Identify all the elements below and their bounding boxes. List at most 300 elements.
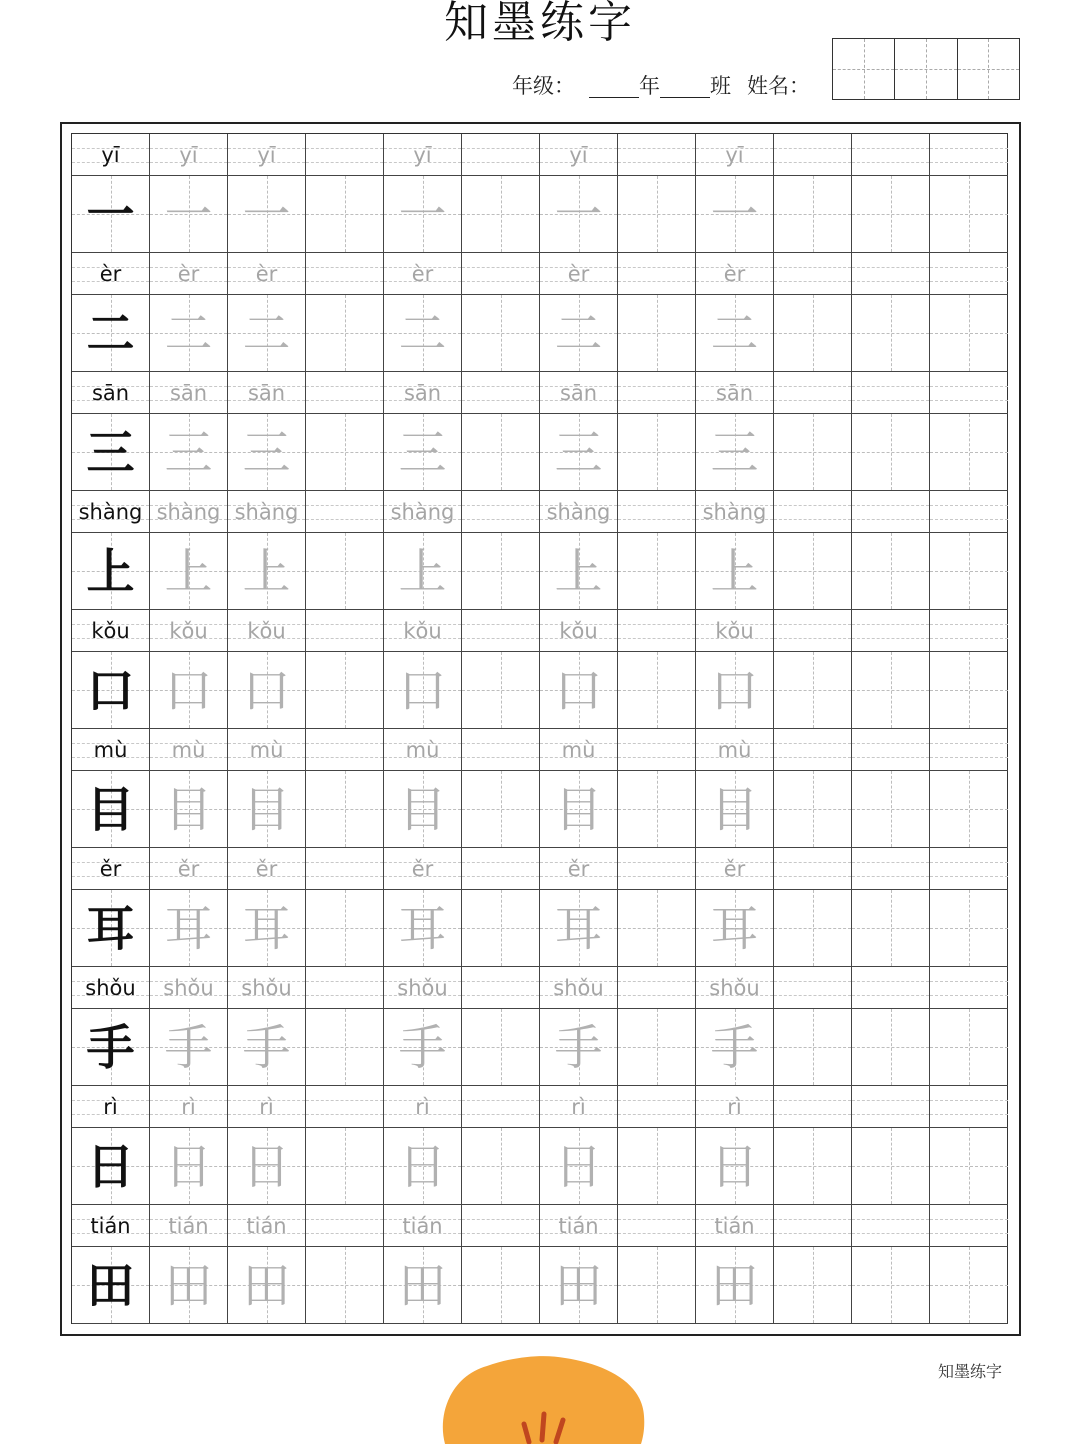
- pinyin-cell[interactable]: [930, 610, 1008, 652]
- tianzige-cell[interactable]: [852, 771, 930, 848]
- tianzige-cell[interactable]: [852, 414, 930, 491]
- pinyin-cell[interactable]: [462, 134, 540, 176]
- tianzige-cell[interactable]: [696, 1128, 774, 1205]
- tianzige-cell[interactable]: [462, 1247, 540, 1324]
- pinyin-cell[interactable]: [852, 253, 930, 295]
- tianzige-cell[interactable]: [540, 1009, 618, 1086]
- tianzige-cell[interactable]: [540, 890, 618, 967]
- tianzige-cell[interactable]: [774, 533, 852, 610]
- pinyin-cell[interactable]: [696, 848, 774, 890]
- hanzi-row: [72, 1247, 1007, 1324]
- pinyin-cell[interactable]: [462, 848, 540, 890]
- tianzige-cell[interactable]: [774, 652, 852, 729]
- pinyin-cell[interactable]: [930, 134, 1008, 176]
- tianzige-cell[interactable]: [540, 295, 618, 372]
- tianzige-cell[interactable]: [930, 295, 1008, 372]
- hanzi-model: 上: [86, 544, 135, 600]
- tianzige-cell[interactable]: [852, 890, 930, 967]
- tianzige-cell[interactable]: [852, 1247, 930, 1324]
- hanzi-trace: 一: [164, 187, 213, 243]
- pinyin-cell[interactable]: [228, 1086, 306, 1128]
- tianzige-cell[interactable]: [462, 890, 540, 967]
- pinyin-cell[interactable]: [384, 967, 462, 1009]
- hanzi-row: [72, 890, 1007, 967]
- pinyin-cell[interactable]: [462, 491, 540, 533]
- hanzi-row: [72, 771, 1007, 848]
- tianzige-cell[interactable]: [384, 176, 462, 253]
- pinyin-cell[interactable]: [384, 848, 462, 890]
- tianzige-cell[interactable]: [306, 652, 384, 729]
- page-title: 知墨练字: [444, 0, 636, 48]
- pinyin-cell[interactable]: [228, 253, 306, 295]
- pinyin-cell[interactable]: [618, 253, 696, 295]
- hanzi-model: 一: [86, 187, 135, 243]
- tianzige-cell[interactable]: [228, 176, 306, 253]
- name-cell[interactable]: [958, 39, 1019, 99]
- pinyin-cell[interactable]: [462, 253, 540, 295]
- pinyin-cell[interactable]: [306, 253, 384, 295]
- pinyin-trace-text: shǒu: [241, 976, 292, 1000]
- grade-blank[interactable]: [589, 73, 639, 98]
- tianzige-cell[interactable]: [540, 771, 618, 848]
- hanzi-trace: 手: [554, 1020, 603, 1076]
- pinyin-trace-text: rì: [727, 1095, 742, 1119]
- tianzige-cell[interactable]: [150, 1009, 228, 1086]
- tianzige-cell[interactable]: [930, 1128, 1008, 1205]
- tianzige-cell[interactable]: [774, 890, 852, 967]
- pinyin-cell[interactable]: [228, 134, 306, 176]
- pinyin-cell[interactable]: [462, 1205, 540, 1247]
- hanzi-trace: 口: [398, 663, 447, 719]
- tianzige-cell[interactable]: [696, 1009, 774, 1086]
- tianzige-cell[interactable]: [384, 1128, 462, 1205]
- tianzige-cell[interactable]: [384, 1009, 462, 1086]
- pinyin-cell[interactable]: [852, 372, 930, 414]
- tianzige-cell[interactable]: [930, 1247, 1008, 1324]
- pinyin-cell[interactable]: [540, 1205, 618, 1247]
- pinyin-cell[interactable]: [852, 848, 930, 890]
- tianzige-cell[interactable]: [228, 1247, 306, 1324]
- pinyin-cell[interactable]: [696, 1205, 774, 1247]
- tianzige-cell[interactable]: [306, 1128, 384, 1205]
- tianzige-cell[interactable]: [462, 533, 540, 610]
- pinyin-cell[interactable]: [696, 253, 774, 295]
- pinyin-trace-text: shàng: [390, 500, 455, 524]
- pinyin-cell[interactable]: [228, 372, 306, 414]
- hanzi-model: 二: [86, 306, 135, 362]
- pinyin-cell[interactable]: [462, 610, 540, 652]
- tianzige-cell[interactable]: [306, 295, 384, 372]
- tianzige-cell[interactable]: [930, 176, 1008, 253]
- pinyin-trace-text: shǒu: [397, 976, 448, 1000]
- pinyin-cell[interactable]: [696, 491, 774, 533]
- tianzige-cell[interactable]: [150, 176, 228, 253]
- pinyin-trace-text: tián: [558, 1214, 599, 1238]
- pinyin-cell[interactable]: [774, 372, 852, 414]
- pinyin-cell[interactable]: [930, 372, 1008, 414]
- tianzige-cell[interactable]: [540, 533, 618, 610]
- tianzige-cell[interactable]: [930, 1009, 1008, 1086]
- pinyin-cell[interactable]: [696, 729, 774, 771]
- pinyin-cell[interactable]: [774, 253, 852, 295]
- pinyin-cell[interactable]: [150, 134, 228, 176]
- tianzige-cell[interactable]: [852, 295, 930, 372]
- pinyin-cell[interactable]: [852, 491, 930, 533]
- hanzi-model: 目: [86, 782, 135, 838]
- pinyin-cell[interactable]: [618, 848, 696, 890]
- tianzige-cell[interactable]: [150, 771, 228, 848]
- tianzige-cell[interactable]: [696, 890, 774, 967]
- pinyin-cell[interactable]: [228, 1205, 306, 1247]
- tianzige-cell[interactable]: [696, 176, 774, 253]
- hanzi-trace: 耳: [554, 901, 603, 957]
- tianzige-cell[interactable]: [150, 414, 228, 491]
- tianzige-cell[interactable]: [540, 414, 618, 491]
- pinyin-cell[interactable]: [540, 1086, 618, 1128]
- pinyin-cell[interactable]: [306, 134, 384, 176]
- tianzige-cell[interactable]: [462, 295, 540, 372]
- pinyin-cell[interactable]: [228, 610, 306, 652]
- tianzige-cell[interactable]: [384, 295, 462, 372]
- pinyin-cell[interactable]: [72, 967, 150, 1009]
- tianzige-cell[interactable]: [540, 1128, 618, 1205]
- hanzi-trace: 手: [398, 1020, 447, 1076]
- pinyin-cell[interactable]: [228, 729, 306, 771]
- name-cell[interactable]: [833, 39, 895, 99]
- tianzige-cell[interactable]: [696, 652, 774, 729]
- tianzige-cell[interactable]: [306, 414, 384, 491]
- tianzige-cell[interactable]: [72, 890, 150, 967]
- hanzi-trace: 上: [242, 544, 291, 600]
- tianzige-cell[interactable]: [150, 533, 228, 610]
- tianzige-cell[interactable]: [462, 1128, 540, 1205]
- pinyin-cell[interactable]: [618, 134, 696, 176]
- tianzige-cell[interactable]: [540, 176, 618, 253]
- pinyin-cell[interactable]: [774, 848, 852, 890]
- tianzige-cell[interactable]: [72, 1128, 150, 1205]
- pinyin-cell[interactable]: [150, 491, 228, 533]
- pinyin-cell[interactable]: [306, 848, 384, 890]
- class-blank[interactable]: [660, 73, 710, 98]
- tianzige-cell[interactable]: [930, 771, 1008, 848]
- pinyin-cell[interactable]: [696, 134, 774, 176]
- name-box[interactable]: [832, 38, 1020, 100]
- pinyin-cell[interactable]: [72, 1205, 150, 1247]
- hanzi-trace: 田: [554, 1258, 603, 1314]
- pinyin-cell[interactable]: [462, 729, 540, 771]
- pinyin-trace-text: shàng: [702, 500, 767, 524]
- tianzige-cell[interactable]: [228, 1128, 306, 1205]
- pinyin-cell[interactable]: [618, 729, 696, 771]
- pinyin-cell[interactable]: [540, 967, 618, 1009]
- pinyin-trace-text: sān: [559, 381, 598, 405]
- tianzige-cell[interactable]: [618, 771, 696, 848]
- pinyin-cell[interactable]: [306, 491, 384, 533]
- tianzige-cell[interactable]: [774, 295, 852, 372]
- pinyin-cell[interactable]: [150, 253, 228, 295]
- tianzige-cell[interactable]: [774, 176, 852, 253]
- pinyin-cell[interactable]: [618, 1086, 696, 1128]
- pinyin-cell[interactable]: [930, 1086, 1008, 1128]
- pinyin-row: [72, 848, 1007, 890]
- hanzi-trace: 二: [554, 306, 603, 362]
- pinyin-cell[interactable]: [72, 253, 150, 295]
- pinyin-cell[interactable]: [774, 967, 852, 1009]
- pinyin-cell[interactable]: [618, 967, 696, 1009]
- tianzige-cell[interactable]: [72, 295, 150, 372]
- pinyin-cell[interactable]: [852, 967, 930, 1009]
- pinyin-cell[interactable]: [462, 372, 540, 414]
- tianzige-cell[interactable]: [618, 652, 696, 729]
- tianzige-cell[interactable]: [384, 890, 462, 967]
- hanzi-trace: 手: [710, 1020, 759, 1076]
- pinyin-cell[interactable]: [696, 1086, 774, 1128]
- pinyin-trace-text: yī: [257, 143, 276, 167]
- pinyin-cell[interactable]: [384, 491, 462, 533]
- pinyin-cell[interactable]: [540, 372, 618, 414]
- tianzige-cell[interactable]: [72, 1009, 150, 1086]
- hanzi-trace: 田: [710, 1258, 759, 1314]
- pinyin-trace-text: èr: [411, 262, 434, 286]
- tianzige-cell[interactable]: [852, 533, 930, 610]
- tianzige-cell[interactable]: [384, 652, 462, 729]
- pinyin-trace-text: sān: [715, 381, 754, 405]
- tianzige-cell[interactable]: [852, 176, 930, 253]
- pinyin-cell[interactable]: [384, 134, 462, 176]
- hanzi-trace: 手: [164, 1020, 213, 1076]
- tianzige-cell[interactable]: [72, 652, 150, 729]
- tianzige-cell[interactable]: [306, 533, 384, 610]
- pinyin-cell[interactable]: [384, 610, 462, 652]
- tianzige-cell[interactable]: [852, 1128, 930, 1205]
- pinyin-trace-text: shǒu: [163, 976, 214, 1000]
- pinyin-cell[interactable]: [306, 729, 384, 771]
- pinyin-cell[interactable]: [618, 491, 696, 533]
- tianzige-cell[interactable]: [618, 176, 696, 253]
- hanzi-trace: 口: [710, 663, 759, 719]
- pinyin-cell[interactable]: [72, 610, 150, 652]
- pinyin-cell[interactable]: [384, 1205, 462, 1247]
- pinyin-cell[interactable]: [774, 491, 852, 533]
- pinyin-cell[interactable]: [72, 372, 150, 414]
- tianzige-cell[interactable]: [774, 414, 852, 491]
- tianzige-cell[interactable]: [696, 295, 774, 372]
- pinyin-cell[interactable]: [930, 848, 1008, 890]
- tianzige-cell[interactable]: [72, 176, 150, 253]
- tianzige-cell[interactable]: [930, 414, 1008, 491]
- tianzige-cell[interactable]: [228, 771, 306, 848]
- tianzige-cell[interactable]: [852, 1009, 930, 1086]
- hanzi-trace: 日: [164, 1139, 213, 1195]
- pinyin-cell[interactable]: [228, 848, 306, 890]
- hanzi-trace: 二: [164, 306, 213, 362]
- pinyin-cell[interactable]: [150, 848, 228, 890]
- tianzige-cell[interactable]: [696, 414, 774, 491]
- pinyin-cell[interactable]: [930, 491, 1008, 533]
- tianzige-cell[interactable]: [150, 652, 228, 729]
- pinyin-cell[interactable]: [540, 134, 618, 176]
- tianzige-cell[interactable]: [384, 1247, 462, 1324]
- tianzige-cell[interactable]: [618, 890, 696, 967]
- pinyin-cell[interactable]: [150, 372, 228, 414]
- tianzige-cell[interactable]: [306, 176, 384, 253]
- hanzi-row: [72, 1128, 1007, 1205]
- pinyin-cell[interactable]: [306, 372, 384, 414]
- tianzige-cell[interactable]: [150, 295, 228, 372]
- pinyin-cell[interactable]: [774, 1086, 852, 1128]
- pinyin-cell[interactable]: [306, 1205, 384, 1247]
- tianzige-cell[interactable]: [696, 771, 774, 848]
- pinyin-cell[interactable]: [150, 967, 228, 1009]
- pinyin-cell[interactable]: [540, 848, 618, 890]
- hanzi-row: [72, 176, 1007, 253]
- tianzige-cell[interactable]: [618, 1009, 696, 1086]
- pinyin-cell[interactable]: [618, 1205, 696, 1247]
- pinyin-cell[interactable]: [696, 372, 774, 414]
- tianzige-cell[interactable]: [72, 533, 150, 610]
- pinyin-cell[interactable]: [462, 967, 540, 1009]
- pinyin-cell[interactable]: [618, 372, 696, 414]
- tianzige-cell[interactable]: [150, 1247, 228, 1324]
- tianzige-cell[interactable]: [930, 533, 1008, 610]
- tianzige-cell[interactable]: [696, 1247, 774, 1324]
- pinyin-cell[interactable]: [540, 253, 618, 295]
- pinyin-trace-text: yī: [569, 143, 588, 167]
- pinyin-cell[interactable]: [462, 1086, 540, 1128]
- tianzige-cell[interactable]: [150, 890, 228, 967]
- tianzige-cell[interactable]: [462, 176, 540, 253]
- tianzige-cell[interactable]: [540, 652, 618, 729]
- pinyin-cell[interactable]: [774, 134, 852, 176]
- tianzige-cell[interactable]: [462, 652, 540, 729]
- pinyin-trace-text: kǒu: [169, 619, 208, 643]
- pinyin-cell[interactable]: [930, 1205, 1008, 1247]
- pinyin-cell[interactable]: [306, 610, 384, 652]
- tianzige-cell[interactable]: [462, 771, 540, 848]
- tianzige-cell[interactable]: [306, 1009, 384, 1086]
- pinyin-trace-text: shàng: [546, 500, 611, 524]
- tianzige-cell[interactable]: [774, 771, 852, 848]
- pinyin-trace-text: shǒu: [709, 976, 760, 1000]
- pinyin-trace-text: tián: [402, 1214, 443, 1238]
- pinyin-trace-text: shàng: [156, 500, 221, 524]
- pinyin-cell[interactable]: [852, 1086, 930, 1128]
- tianzige-cell[interactable]: [462, 1009, 540, 1086]
- pinyin-cell[interactable]: [150, 1086, 228, 1128]
- tianzige-cell[interactable]: [228, 1009, 306, 1086]
- pinyin-cell[interactable]: [384, 253, 462, 295]
- tianzige-cell[interactable]: [696, 533, 774, 610]
- tianzige-cell[interactable]: [150, 1128, 228, 1205]
- hanzi-trace: 上: [710, 544, 759, 600]
- tianzige-cell[interactable]: [618, 414, 696, 491]
- tianzige-cell[interactable]: [72, 414, 150, 491]
- tianzige-cell[interactable]: [72, 771, 150, 848]
- tianzige-cell[interactable]: [462, 414, 540, 491]
- practice-grid: [71, 133, 1008, 1324]
- tianzige-cell[interactable]: [618, 1247, 696, 1324]
- tianzige-cell[interactable]: [72, 1247, 150, 1324]
- pinyin-trace-text: tián: [168, 1214, 209, 1238]
- tianzige-cell[interactable]: [384, 533, 462, 610]
- tianzige-cell[interactable]: [540, 1247, 618, 1324]
- pinyin-cell[interactable]: [72, 848, 150, 890]
- tianzige-cell[interactable]: [384, 414, 462, 491]
- pinyin-cell[interactable]: [540, 729, 618, 771]
- pinyin-cell[interactable]: [384, 372, 462, 414]
- pinyin-cell[interactable]: [72, 491, 150, 533]
- pinyin-cell[interactable]: [228, 967, 306, 1009]
- tianzige-cell[interactable]: [930, 890, 1008, 967]
- pinyin-cell[interactable]: [150, 610, 228, 652]
- tianzige-cell[interactable]: [228, 890, 306, 967]
- pinyin-cell[interactable]: [774, 729, 852, 771]
- pinyin-cell[interactable]: [72, 134, 150, 176]
- tianzige-cell[interactable]: [774, 1128, 852, 1205]
- pinyin-cell[interactable]: [306, 967, 384, 1009]
- pinyin-cell[interactable]: [150, 729, 228, 771]
- pinyin-cell[interactable]: [852, 1205, 930, 1247]
- hanzi-trace: 耳: [398, 901, 447, 957]
- tianzige-cell[interactable]: [228, 414, 306, 491]
- pinyin-row: [72, 134, 1007, 176]
- year-label: 年: [639, 74, 660, 98]
- tianzige-cell[interactable]: [228, 533, 306, 610]
- tianzige-cell[interactable]: [618, 1128, 696, 1205]
- pinyin-trace-text: rì: [571, 1095, 586, 1119]
- pinyin-cell[interactable]: [696, 967, 774, 1009]
- pinyin-cell[interactable]: [774, 610, 852, 652]
- sticker-decoration: [437, 1354, 649, 1444]
- hanzi-trace: 二: [242, 306, 291, 362]
- pinyin-cell[interactable]: [930, 253, 1008, 295]
- name-cell[interactable]: [895, 39, 957, 99]
- tianzige-cell[interactable]: [306, 1247, 384, 1324]
- tianzige-cell[interactable]: [618, 295, 696, 372]
- tianzige-cell[interactable]: [852, 652, 930, 729]
- pinyin-cell[interactable]: [852, 729, 930, 771]
- pinyin-cell[interactable]: [774, 1205, 852, 1247]
- tianzige-cell[interactable]: [384, 771, 462, 848]
- pinyin-cell[interactable]: [150, 1205, 228, 1247]
- pinyin-cell[interactable]: [696, 610, 774, 652]
- pinyin-cell[interactable]: [384, 1086, 462, 1128]
- pinyin-cell[interactable]: [930, 967, 1008, 1009]
- pinyin-cell[interactable]: [540, 491, 618, 533]
- pinyin-cell[interactable]: [540, 610, 618, 652]
- pinyin-cell[interactable]: [306, 1086, 384, 1128]
- pinyin-cell[interactable]: [72, 1086, 150, 1128]
- pinyin-cell[interactable]: [384, 729, 462, 771]
- tianzige-cell[interactable]: [306, 771, 384, 848]
- tianzige-cell[interactable]: [306, 890, 384, 967]
- tianzige-cell[interactable]: [228, 652, 306, 729]
- pinyin-trace-text: sān: [247, 381, 286, 405]
- pinyin-cell[interactable]: [852, 134, 930, 176]
- tianzige-cell[interactable]: [774, 1247, 852, 1324]
- tianzige-cell[interactable]: [930, 652, 1008, 729]
- pinyin-cell[interactable]: [618, 610, 696, 652]
- pinyin-cell[interactable]: [72, 729, 150, 771]
- tianzige-cell[interactable]: [618, 533, 696, 610]
- hanzi-trace: 上: [164, 544, 213, 600]
- pinyin-cell[interactable]: [930, 729, 1008, 771]
- pinyin-cell[interactable]: [852, 610, 930, 652]
- hanzi-model: 日: [86, 1139, 135, 1195]
- tianzige-cell[interactable]: [774, 1009, 852, 1086]
- pinyin-cell[interactable]: [228, 491, 306, 533]
- tianzige-cell[interactable]: [228, 295, 306, 372]
